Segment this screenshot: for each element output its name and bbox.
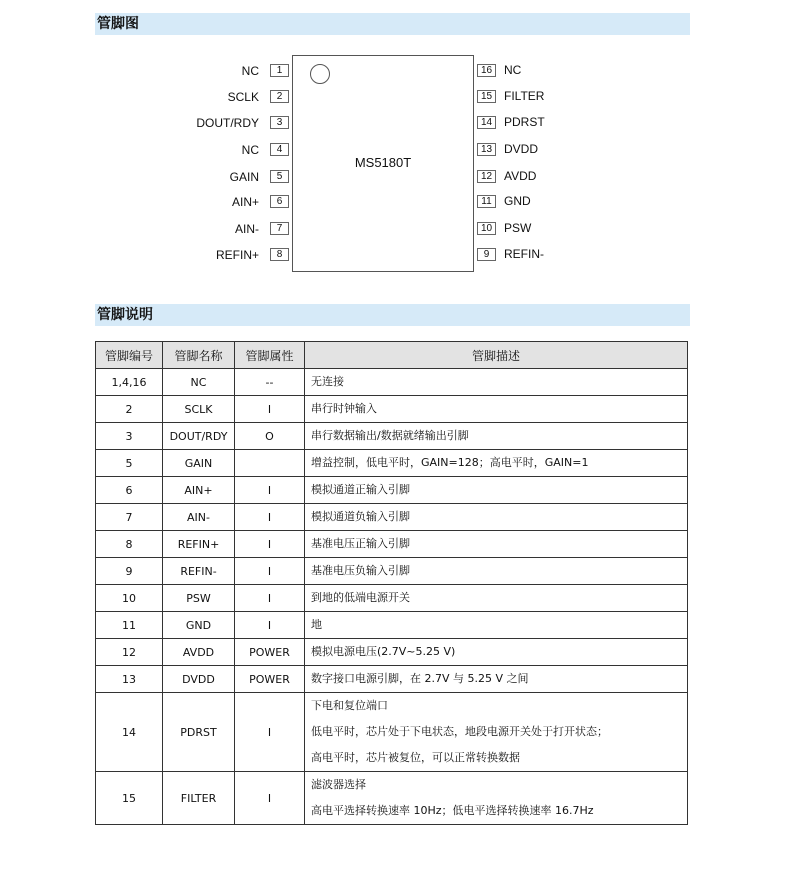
pin-number-cell: 10 <box>96 585 163 612</box>
table-row <box>96 585 688 612</box>
pin-label-left: AIN- <box>235 222 259 236</box>
description-line: 高电平时，芯片被复位，可以正常转换数据 <box>311 751 520 764</box>
table-row <box>96 693 688 772</box>
pin-attribute-cell: I <box>235 772 305 825</box>
description-line: 下电和复位端口 <box>311 699 388 712</box>
pin-description-cell <box>305 612 688 639</box>
pin-number-cell: 13 <box>96 666 163 693</box>
pin-description-cell <box>305 504 688 531</box>
pin-name-cell: FILTER <box>163 772 235 825</box>
pin-description-cell <box>305 477 688 504</box>
pin-label-right: NC <box>504 63 522 77</box>
chip-name: MS5180T <box>354 155 412 170</box>
table-row <box>96 450 688 477</box>
pin-attribute-cell: POWER <box>235 666 305 693</box>
pin-description-table <box>95 341 688 825</box>
pin-name-cell: SCLK <box>163 396 235 423</box>
table-row <box>96 772 688 825</box>
pin-number-box-right: 12 <box>477 170 496 183</box>
table-row <box>96 531 688 558</box>
table-row <box>96 639 688 666</box>
pin-number-box-left: 4 <box>270 143 289 156</box>
pin-attribute-cell: O <box>235 423 305 450</box>
pin-number-box-right: 10 <box>477 222 496 235</box>
pin-number-cell: 1,4,16 <box>96 369 163 396</box>
pin-number-cell: 6 <box>96 477 163 504</box>
pin-number-box-right: 14 <box>477 116 496 129</box>
description-line: 基准电压正输入引脚 <box>311 537 410 550</box>
pin-label-right: PSW <box>504 221 532 235</box>
pin-number-box-left: 1 <box>270 64 289 77</box>
table-row <box>96 558 688 585</box>
description-line: 串行数据输出/数据就绪输出引脚 <box>311 429 469 442</box>
description-line: 滤波器选择 <box>311 778 366 791</box>
description-line: 地 <box>311 618 322 631</box>
pin-description-cell <box>305 639 688 666</box>
description-line: 增益控制，低电平时，GAIN=128；高电平时，GAIN=1 <box>311 456 589 469</box>
pin-label-right: AVDD <box>504 169 537 183</box>
pin-number-cell: 12 <box>96 639 163 666</box>
description-line: 模拟通道正输入引脚 <box>311 483 410 496</box>
pin-description-cell <box>305 772 688 825</box>
description-line: 模拟电源电压(2.7V~5.25 V) <box>311 645 456 658</box>
pin-number-box-right: 15 <box>477 90 496 103</box>
header-pin-description: 管脚描述 <box>305 342 688 369</box>
pin-name-cell: AVDD <box>163 639 235 666</box>
description-line: 低电平时，芯片处于下电状态，地段电源开关处于打开状态； <box>311 725 608 738</box>
pin-label-right: DVDD <box>504 142 539 156</box>
description-line: 数字接口电源引脚，在 2.7V 与 5.25 V 之间 <box>311 672 529 685</box>
description-line: 串行时钟输入 <box>311 402 377 415</box>
pin-number-box-right: 16 <box>477 64 496 77</box>
pin-number-cell: 11 <box>96 612 163 639</box>
pin-label-right: REFIN- <box>504 247 544 261</box>
pin-name-cell: REFIN+ <box>163 531 235 558</box>
pin-number-cell: 2 <box>96 396 163 423</box>
pin-name-cell: DVDD <box>163 666 235 693</box>
pin-number-cell: 9 <box>96 558 163 585</box>
pin-name-cell: PDRST <box>163 693 235 772</box>
pin-number-box-left: 7 <box>270 222 289 235</box>
pin-number-cell: 14 <box>96 693 163 772</box>
pin-label-left: GAIN <box>229 170 259 184</box>
pin-name-cell: NC <box>163 369 235 396</box>
pin-attribute-cell: I <box>235 693 305 772</box>
pin1-marker <box>310 64 330 84</box>
pin-label-left: REFIN+ <box>215 248 259 262</box>
pin-name-cell: GAIN <box>163 450 235 477</box>
table-row <box>96 504 688 531</box>
table-row <box>96 666 688 693</box>
pin-description-cell <box>305 666 688 693</box>
pin-number-cell: 7 <box>96 504 163 531</box>
description-line: 无连接 <box>311 375 344 388</box>
pin-description-cell <box>305 585 688 612</box>
header-pin-number: 管脚编号 <box>96 342 163 369</box>
header-pin-attribute: 管脚属性 <box>235 342 305 369</box>
pin-attribute-cell: I <box>235 396 305 423</box>
pin-number-cell: 5 <box>96 450 163 477</box>
table-row <box>96 612 688 639</box>
pin-number-box-left: 3 <box>270 116 289 129</box>
pin-label-left: NC <box>241 143 259 157</box>
pin-number-cell: 8 <box>96 531 163 558</box>
description-line: 到地的低端电源开关 <box>311 591 410 604</box>
chip-body <box>292 55 474 272</box>
pin-label-right: PDRST <box>504 115 545 129</box>
table-row <box>96 396 688 423</box>
table-row <box>96 477 688 504</box>
pin-description-cell <box>305 369 688 396</box>
pin-desc-section-bar <box>95 304 690 326</box>
pin-label-right: GND <box>504 194 531 208</box>
pin-attribute-cell: -- <box>235 369 305 396</box>
table-row <box>96 423 688 450</box>
header-pin-name: 管脚名称 <box>163 342 235 369</box>
description-line: 基准电压负输入引脚 <box>311 564 410 577</box>
pin-number-box-left: 5 <box>270 170 289 183</box>
pin-number-box-left: 2 <box>270 90 289 103</box>
pin-name-cell: DOUT/RDY <box>163 423 235 450</box>
pin-name-cell: REFIN- <box>163 558 235 585</box>
table-row <box>96 369 688 396</box>
pinout-section-bar <box>95 13 690 35</box>
pin-description-cell <box>305 693 688 772</box>
pin-attribute-cell: I <box>235 612 305 639</box>
description-line: 高电平选择转换速率 10Hz；低电平选择转换速率 16.7Hz <box>311 804 594 817</box>
pin-label-right: FILTER <box>504 89 545 103</box>
pin-name-cell: PSW <box>163 585 235 612</box>
pin-desc-section-title: 管脚说明 <box>97 307 153 323</box>
description-line: 模拟通道负输入引脚 <box>311 510 410 523</box>
pin-attribute-cell: POWER <box>235 639 305 666</box>
pin-number-box-right: 13 <box>477 143 496 156</box>
pin-name-cell: AIN+ <box>163 477 235 504</box>
pin-attribute-cell: I <box>235 531 305 558</box>
pin-number-box-left: 8 <box>270 248 289 261</box>
pinout-section-title: 管脚图 <box>97 16 139 32</box>
pin-attribute-cell: I <box>235 504 305 531</box>
pin-description-cell <box>305 396 688 423</box>
pin-number-cell: 3 <box>96 423 163 450</box>
pin-label-left: NC <box>241 64 259 78</box>
pin-name-cell: GND <box>163 612 235 639</box>
pin-label-left: AIN+ <box>231 195 259 209</box>
pin-label-left: DOUT/RDY <box>196 116 259 130</box>
pin-number-box-left: 6 <box>270 195 289 208</box>
pin-attribute-cell: I <box>235 585 305 612</box>
pin-attribute-cell: I <box>235 477 305 504</box>
pin-number-box-right: 11 <box>477 195 496 208</box>
table-header-row <box>96 342 688 369</box>
pin-description-cell <box>305 558 688 585</box>
pin-label-left: SCLK <box>227 90 259 104</box>
pin-description-cell <box>305 423 688 450</box>
pin-attribute-cell <box>235 450 305 477</box>
pin-number-cell: 15 <box>96 772 163 825</box>
pin-description-cell <box>305 450 688 477</box>
pin-number-box-right: 9 <box>477 248 496 261</box>
pin-attribute-cell: I <box>235 558 305 585</box>
pin-name-cell: AIN- <box>163 504 235 531</box>
pin-description-cell <box>305 531 688 558</box>
